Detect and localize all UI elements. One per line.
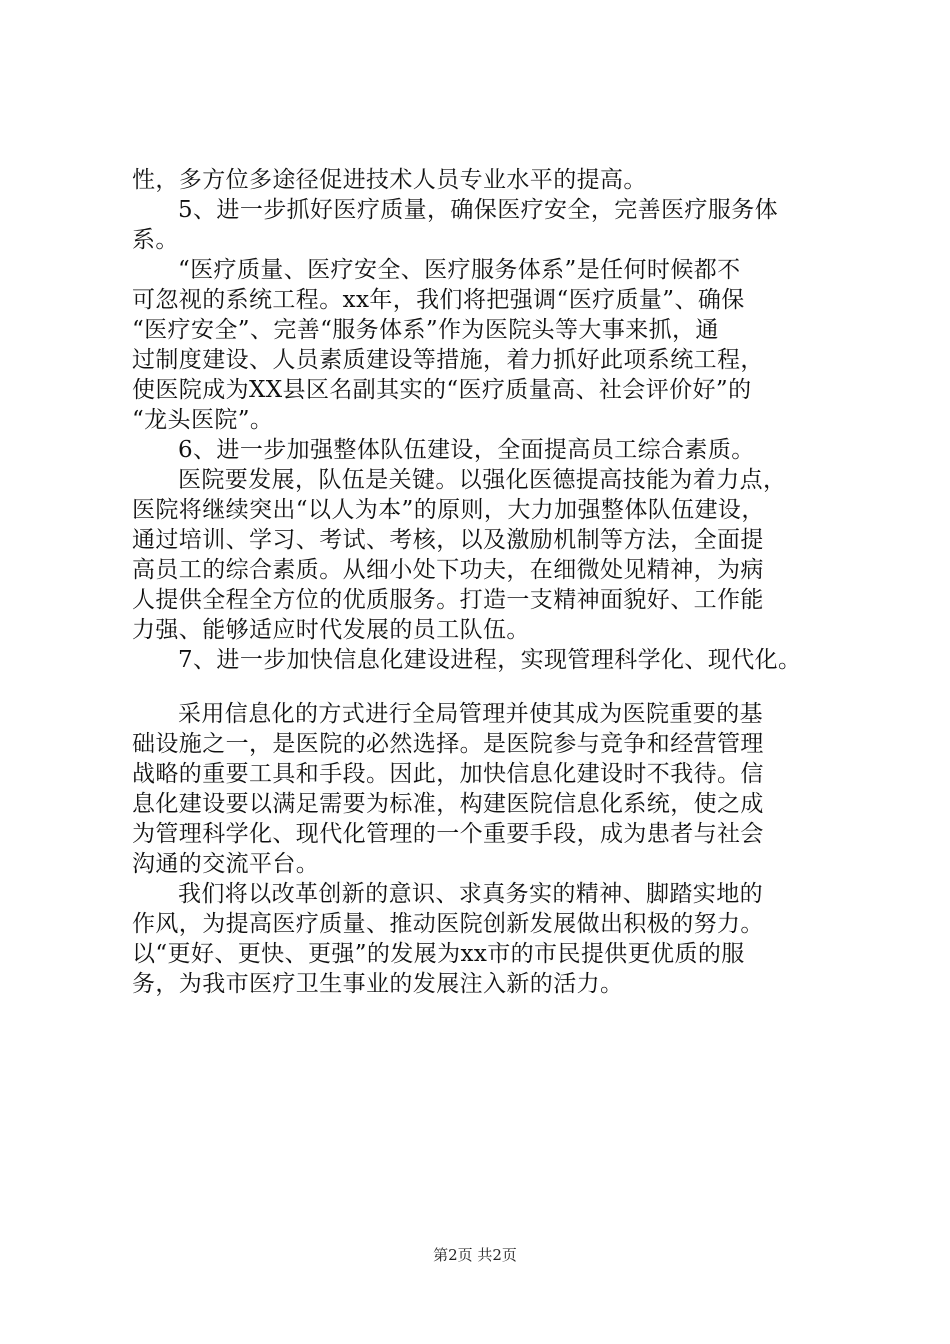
text-line: 为管理科学化、现代化管理的一个重要手段，成为患者与社会 bbox=[132, 821, 764, 847]
text-line: 医院将继续突出“以人为本”的原则，大力加强整体队伍建设， bbox=[132, 497, 765, 523]
text-line: “医疗安全”、完善“服务体系”作为医院头等大事来抓，通 bbox=[132, 317, 719, 343]
text-line: 可忽视的系统工程。xx年，我们将把强调“医疗质量”、确保 bbox=[132, 287, 745, 313]
text-line: 力强、能够适应时代发展的员工队伍。 bbox=[132, 617, 530, 643]
page-number-footer: 第2页 共2页 bbox=[433, 1246, 517, 1264]
text-line: 作风，为提高医疗质量、推动医院创新发展做出积极的努力。 bbox=[132, 911, 764, 937]
text-line: 系。 bbox=[132, 227, 179, 253]
text-line: “医疗质量、医疗安全、医疗服务体系”是任何时候都不 bbox=[178, 257, 741, 283]
text-line: 过制度建设、人员素质建设等措施，着力抓好此项系统工程， bbox=[132, 347, 764, 373]
section-heading-7: 7、进一步加快信息化建设进程，实现管理科学化、现代化。 bbox=[178, 647, 802, 673]
text-line: 医院要发展，队伍是关键。以强化医德提高技能为着力点， bbox=[178, 467, 787, 493]
text-line: 战略的重要工具和手段。因此，加快信息化建设时不我待。信 bbox=[132, 761, 764, 787]
text-line: 采用信息化的方式进行全局管理并使其成为医院重要的基 bbox=[178, 701, 763, 727]
text-line: 息化建设要以满足需要为标准，构建医院信息化系统，使之成 bbox=[132, 791, 764, 817]
text-line: 础设施之一，是医院的必然选择。是医院参与竞争和经营管理 bbox=[132, 731, 764, 757]
paragraph-gap bbox=[132, 675, 852, 699]
text-line: “龙头医院”。 bbox=[132, 407, 274, 433]
text-line: 以“更好、更快、更强”的发展为xx市的市民提供更优质的服 bbox=[132, 941, 745, 967]
document-body bbox=[132, 165, 852, 999]
text-line: 我们将以改革创新的意识、求真务实的精神、脚踏实地的 bbox=[178, 881, 763, 907]
text-line: 高员工的综合素质。从细小处下功夫，在细微处见精神，为病 bbox=[132, 557, 764, 583]
section-heading-5: 5、进一步抓好医疗质量，确保医疗安全，完善医疗服务体 bbox=[178, 197, 779, 223]
section-heading-6: 6、进一步加强整体队伍建设，全面提高员工综合素质。 bbox=[178, 437, 755, 463]
text-line: 沟通的交流平台。 bbox=[132, 851, 320, 877]
text-line: 性，多方位多途径促进技术人员专业水平的提高。 bbox=[132, 167, 647, 193]
text-line: 务，为我市医疗卫生事业的发展注入新的活力。 bbox=[132, 971, 624, 997]
text-line: 使医院成为XX县区名副其实的“医疗质量高、社会评价好”的 bbox=[132, 377, 752, 403]
text-line: 通过培训、学习、考试、考核，以及激励机制等方法，全面提 bbox=[132, 527, 764, 553]
text-line: 人提供全程全方位的优质服务。打造一支精神面貌好、工作能 bbox=[132, 587, 764, 613]
